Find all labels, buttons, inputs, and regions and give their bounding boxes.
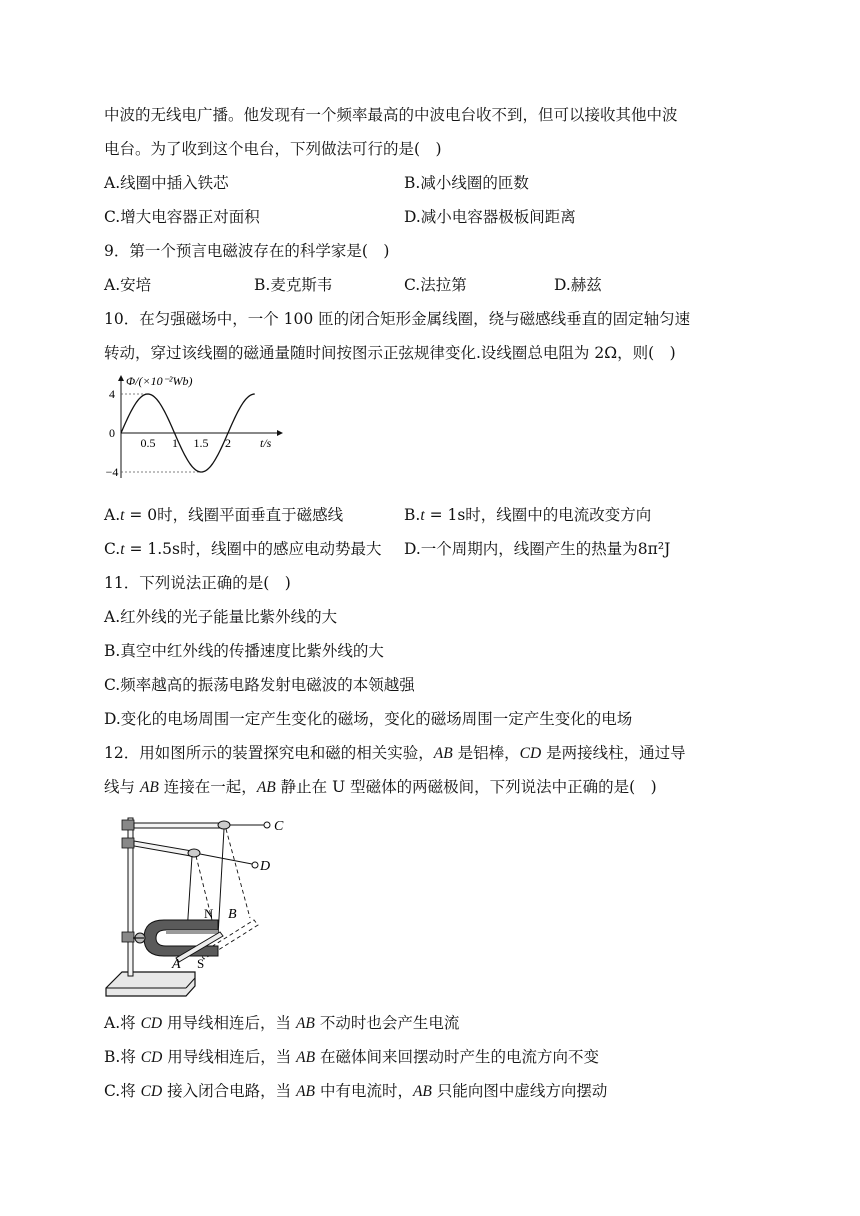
label-c: C [274, 819, 284, 834]
q8-option-d: D.减小电容器极板间距离 [404, 208, 576, 226]
q9-option-b: B.麦克斯韦 [254, 276, 333, 294]
y-axis-label: Φ/(×10⁻²Wb) [126, 374, 193, 388]
terminal-top [218, 821, 230, 829]
q10-stem-line2: 转动，穿过该线圈的磁通量随时间按图示正弦规律变化.设线圈总电阻为 2Ω，则( ) [104, 344, 676, 362]
y-tick-neg4: −4 [105, 465, 119, 479]
flux-time-graph [104, 372, 284, 484]
label-n: N [204, 906, 214, 921]
clamp-middle [122, 838, 134, 848]
x-axis-label: t/s [260, 436, 272, 450]
clamp-top [122, 820, 134, 830]
q10-option-d: D.一个周期内，线圈产生的热量为8π²J [404, 540, 671, 558]
q8-option-a: A.线圈中插入铁芯 [104, 174, 229, 192]
q12-stem-line1: 12．用如图所示的装置探究电和磁的相关实验，AB 是铝棒，CD 是两接线柱，通过导 [104, 744, 686, 762]
arm-middle [134, 841, 192, 856]
label-b: B [228, 907, 237, 922]
q11-stem: 11．下列说法正确的是( ) [104, 574, 291, 592]
u-magnet [144, 920, 218, 956]
x-tick-2: 2 [225, 436, 231, 450]
q11-option-d: D.变化的电场周围一定产生变化的磁场，变化的磁场周围一定产生变化的电场 [104, 710, 633, 728]
q11-option-c: C.频率越高的振荡电路发射电磁波的本领越强 [104, 676, 415, 694]
x-tick-1: 1 [172, 436, 178, 450]
terminal-c [264, 822, 270, 828]
apparatus-figure [100, 808, 300, 1004]
q8-option-b: B.减小线圈的匝数 [404, 174, 529, 192]
q8-stem-line2: 电台。为了收到这个电台，下列做法可行的是( ) [104, 140, 442, 158]
y-tick-0: 0 [109, 426, 115, 440]
label-s: S [197, 956, 205, 971]
q11-option-b: B.真空中红外线的传播速度比紫外线的大 [104, 642, 384, 660]
q12-option-c: C.将 CD 接入闭合电路，当 AB 中有电流时，AB 只能向图中虚线方向摆动 [104, 1082, 608, 1100]
q9-option-c: C.法拉第 [404, 276, 467, 294]
q9-option-d: D.赫兹 [554, 276, 602, 294]
arm-top [134, 823, 226, 828]
q10-stem-line1: 10．在匀强磁场中，一个 100 匝的闭合矩形金属线圈，绕与磁感线垂直的固定轴匀速 [104, 310, 691, 328]
clamp-lower [122, 932, 134, 942]
q8-option-c: C.增大电容器正对面积 [104, 208, 260, 226]
label-d: D [260, 859, 271, 874]
q10-option-c: C.t = 1.5s时，线圈中的感应电动势最大 [104, 540, 382, 558]
stand-base [106, 972, 195, 996]
q8-stem-line1: 中波的无线电广播。他发现有一个频率最高的中波电台收不到，但可以接收其他中波 [104, 106, 678, 124]
q12-stem-line2: 线与 AB 连接在一起，AB 静止在 U 型磁体的两磁极间，下列说法中正确的是( ) [104, 778, 657, 796]
q12-option-a: A.将 CD 用导线相连后，当 AB 不动时也会产生电流 [104, 1014, 460, 1032]
q10-option-a: A.t = 0时，线圈平面垂直于磁感线 [104, 506, 344, 524]
terminal-d [252, 862, 258, 868]
q11-option-a: A.红外线的光子能量比紫外线的大 [104, 608, 338, 626]
q10-option-b: B.t = 1s时，线圈中的电流改变方向 [404, 506, 652, 524]
q9-option-a: A.安培 [104, 276, 152, 294]
terminal-middle [188, 849, 200, 857]
wire-to-d [200, 854, 252, 864]
y-tick-4: 4 [109, 387, 115, 401]
x-tick-1.5: 1.5 [193, 436, 209, 450]
x-tick-0.5: 0.5 [140, 436, 156, 450]
q9-stem: 9．第一个预言电磁波存在的科学家是( ) [104, 242, 390, 260]
label-a: A [172, 957, 181, 972]
q12-option-b: B.将 CD 用导线相连后，当 AB 在磁体间来回摆动时产生的电流方向不变 [104, 1048, 600, 1066]
